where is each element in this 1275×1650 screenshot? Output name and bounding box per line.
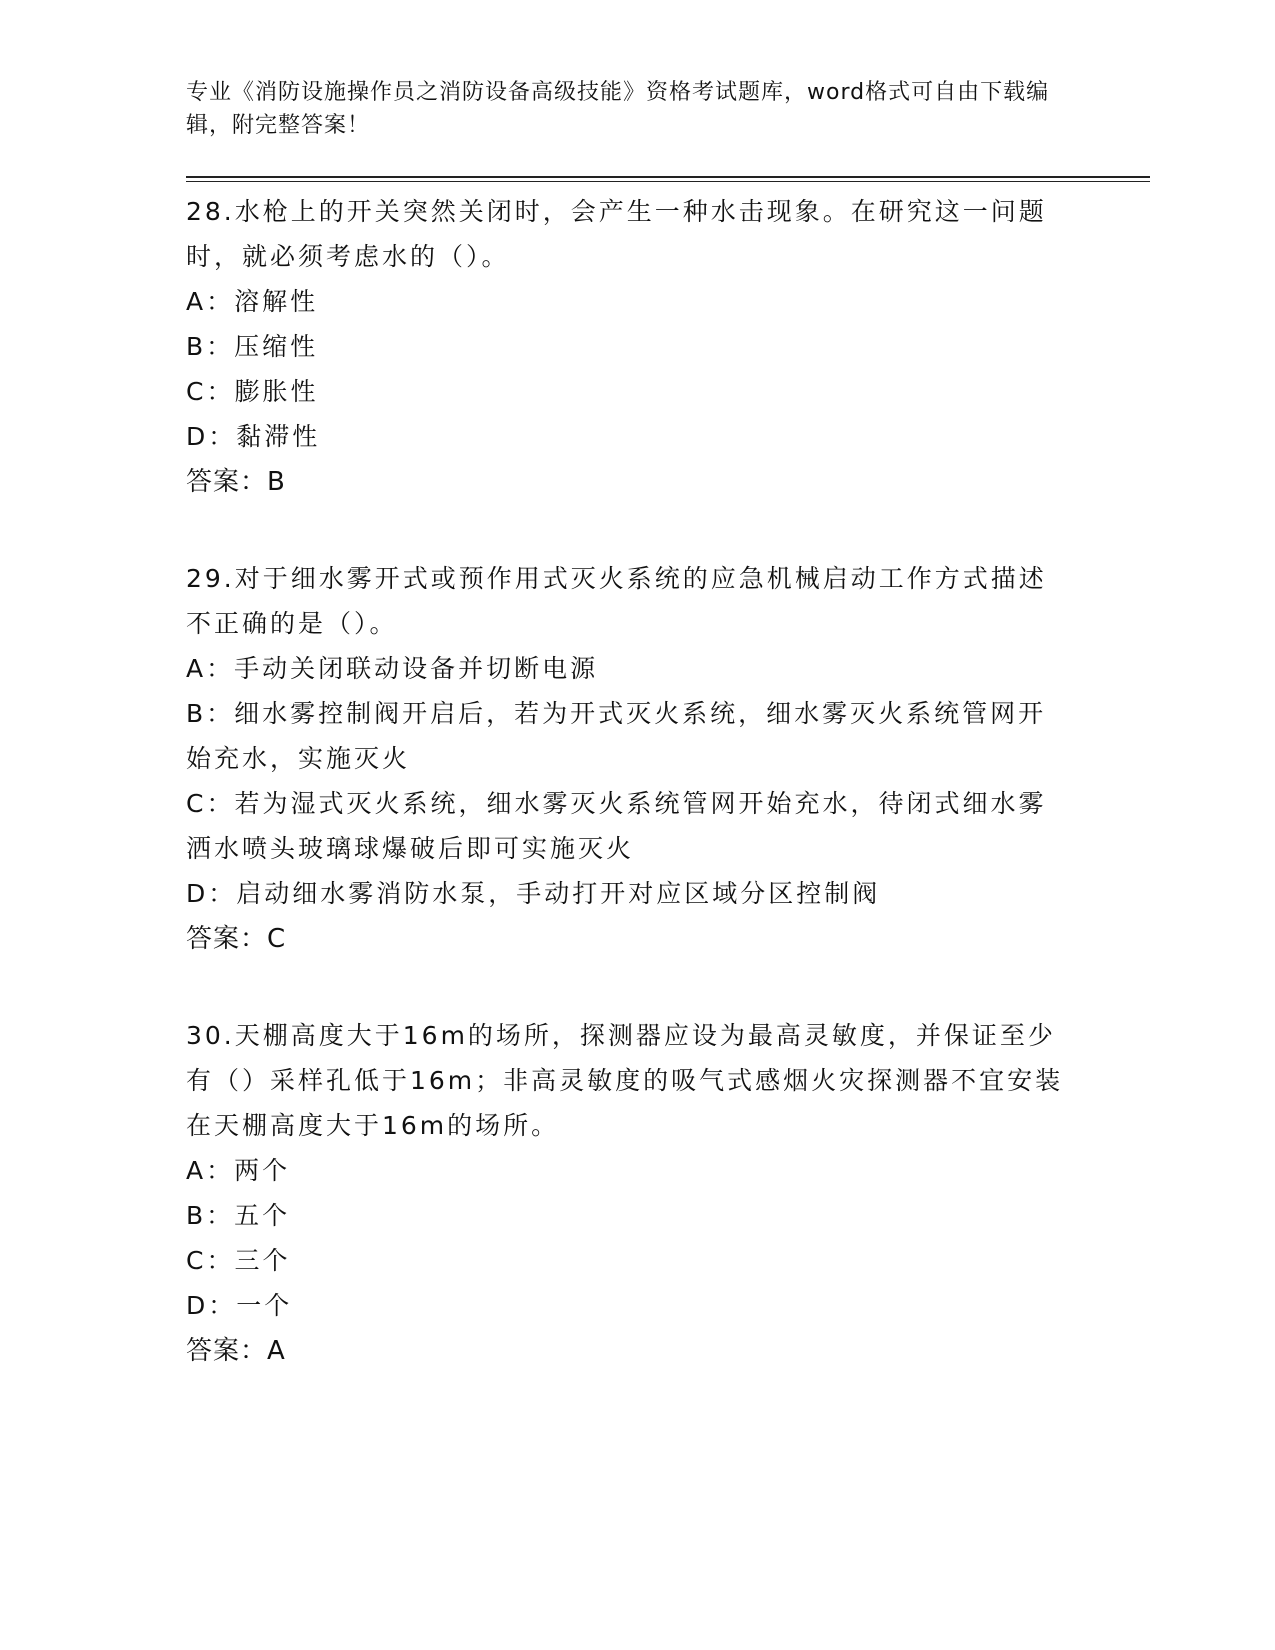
option-d: D：一个 xyxy=(186,1291,293,1320)
option-b: B：五个 xyxy=(186,1201,291,1230)
question-30 xyxy=(186,1013,1086,1374)
option-d: D：黏滞性 xyxy=(186,422,321,451)
option-c: C：若为湿式灭火系统，细水雾灭火系统管网开始充水，待闭式细水雾洒水喷头玻璃球爆破后即可实施灭火 xyxy=(186,789,1047,863)
answer-line: 答案：C xyxy=(186,924,287,954)
question-stem: 29.对于细水雾开式或预作用式灭火系统的应急机械启动工作方式描述不正确的是（）。 xyxy=(186,564,1047,638)
option-a: A：手动关闭联动设备并切断电源 xyxy=(186,654,599,683)
answer-line: 答案：B xyxy=(186,467,286,497)
question-29 xyxy=(186,556,1086,962)
option-a: A：两个 xyxy=(186,1156,291,1185)
header-divider-thick xyxy=(186,176,1150,178)
document-header: 专业《消防设施操作员之消防设备高级技能》资格考试题库，word格式可自由下载编辑，附完整答案！ xyxy=(186,80,1050,138)
option-c: C：膨胀性 xyxy=(186,377,319,406)
option-b: B：细水雾控制阀开启后，若为开式灭火系统，细水雾灭火系统管网开始充水，实施灭火 xyxy=(186,699,1047,773)
question-stem: 30.天棚高度大于16m的场所，探测器应设为最高灵敏度，并保证至少有（）采样孔低于16m；非高灵敏度的吸气式感烟火灾探测器不宜安装在天棚高度大于16m的场所。 xyxy=(186,1021,1064,1140)
question-28 xyxy=(186,189,1086,505)
header-divider-thin xyxy=(186,181,1150,182)
option-b: B：压缩性 xyxy=(186,332,319,361)
answer-line: 答案：A xyxy=(186,1336,286,1366)
question-stem: 28.水枪上的开关突然关闭时，会产生一种水击现象。在研究这一问题时，就必须考虑水的（）。 xyxy=(186,197,1047,271)
option-c: C：三个 xyxy=(186,1246,291,1275)
option-d: D：启动细水雾消防水泵，手动打开对应区域分区控制阀 xyxy=(186,879,881,908)
option-a: A：溶解性 xyxy=(186,287,319,316)
